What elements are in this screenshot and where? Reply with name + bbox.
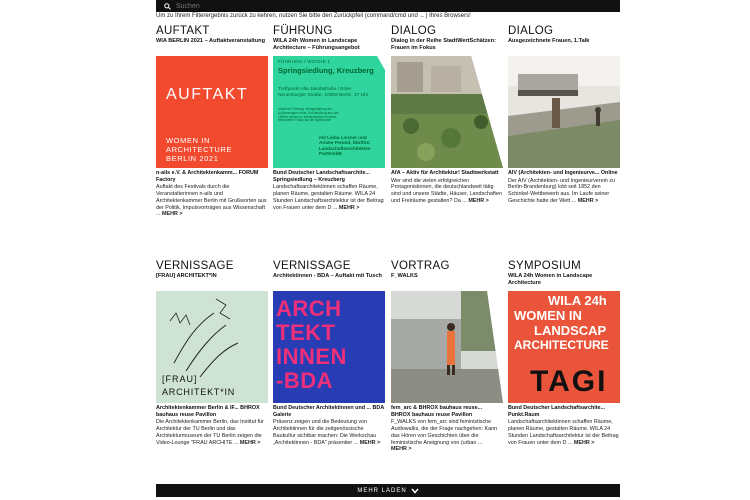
architecture-render	[508, 56, 620, 168]
event-subtitle: Dialog in der Reihe StadtWertSchätzen: Frauen im Fokus	[391, 38, 496, 51]
more-link[interactable]: MEHR >	[162, 211, 183, 218]
description-text: Auftakt des Festivals durch die Veranstalterinnen n-ails und Architektenkammer Berlin mit Grußworten aus der Politik, Impulsvorträgen aus Wissenschaft ...	[156, 184, 267, 218]
thumb-address: Treffpunkt Alte Jakobstraße / Ecke Neuenburger Straße, 10969 Berlin, 17 Uhr	[278, 87, 369, 98]
more-link[interactable]: MEHR >	[338, 204, 360, 211]
event-image[interactable]	[273, 56, 385, 168]
event-category: DIALOG	[508, 25, 554, 37]
description-text: F_WALKS von fem_arc sind feministische Audiowalks, die der Frage nachgehen: Kann das Hören von Geschichten über die feministische Aneignung von (urban ...	[391, 419, 498, 446]
more-link[interactable]: MEHR >	[391, 446, 412, 453]
description-text: Der AIV (Architekten- und Ingenieurverein zu Berlin-Brandenburg) lobt seit 1852 den Schinkel-Wettbewerb aus. Im Laufe seiner Geschichte hatte der Wett ...	[508, 177, 615, 204]
description-text: Wer sind die vielen erfolgreichen Protagonistinnen, die deutschlandweit tätig sind und unsere Städte, Häuser, Landschaften und Freiräume gestalten? Da ...	[391, 177, 502, 204]
event-subtitle: Ausgezeichnete Frauen, 1.Talk	[508, 38, 590, 44]
event-description	[273, 184, 385, 211]
thumb-title: AUFTAKT	[166, 86, 249, 103]
event-subtitle: F_WALKS	[391, 273, 418, 279]
event-category: FÜHRUNG	[273, 25, 333, 37]
more-link[interactable]: MEHR >	[359, 439, 381, 446]
walk-photo	[391, 291, 503, 403]
description-text: Präsenz zeigen und die Bedeutung von Architektinnen für die zeitgenössische Baukultur sichtbar machen: Die Werkschau „Architektinnen - BDA" präsentier ...	[273, 419, 377, 446]
event-description	[391, 419, 503, 453]
event-card[interactable]	[508, 24, 620, 205]
event-image[interactable]	[391, 291, 503, 403]
event-image[interactable]	[391, 56, 503, 168]
thumb-title: Springsiedlung, Kreuzberg	[278, 66, 374, 75]
thumb-inhalt: Inhalt der Führung: Neugestaltung der Außenanlagen einer Großsiedlung aus den 1960er Jahren im interkulturellen Kontext, besonderer Fokus auf die Spielräume	[278, 107, 339, 123]
thumb-line: [FRAU]	[162, 374, 198, 384]
event-category: VERNISSAGE	[156, 260, 234, 272]
thumb-line: ARCHITEKT*IN	[162, 387, 236, 397]
search-bar	[156, 0, 620, 12]
event-description	[391, 178, 503, 205]
thumb-line: WOMEN IN	[514, 308, 582, 323]
thumb-line: LANDSCAP	[534, 323, 607, 338]
event-organizer: AfA – Aktiv für Architektur! Stadtwerkstatt	[391, 170, 499, 176]
event-description	[156, 184, 268, 218]
event-description	[273, 419, 385, 446]
back-hint: Um zu Ihrem Filterergebnis zurück zu kehren, nutzen Sie bitte den Zurückpfeil (command/cmd und ←) Ihres Browsers!	[156, 13, 471, 19]
event-organizer: Bund Deutscher Architektinnen und ... BDA Galerie	[273, 405, 385, 418]
search-input[interactable]	[176, 3, 596, 10]
thumb-mit: mit Lioba Lissner und Ariane Freund, bbzl/GC Landschaftsarchitekten PartGmbB	[319, 135, 371, 157]
garden-photo	[391, 56, 503, 168]
load-more-button[interactable]	[156, 484, 620, 497]
thumb-line: ARCHITECTURE	[166, 145, 232, 154]
thumb-line: BERLIN 2021	[166, 154, 219, 163]
thumb-line: WOMEN IN	[166, 136, 210, 145]
event-organizer: Architektenkammer Berlin & IF... BHROX bauhaus reuse Pavillon	[156, 405, 260, 418]
thumb-line: TEKT	[276, 320, 336, 345]
description-text: Landschaftsarchitektinnen schaffen Räume, planen Räume, gestalten Räume. WILA 24 Stunden Landschaftsarchitektur ist der Beitrag von Frauen unter dem D ...	[273, 184, 384, 211]
event-card[interactable]	[273, 259, 385, 446]
event-image[interactable]	[156, 291, 268, 403]
event-image[interactable]	[273, 291, 385, 403]
more-link[interactable]: MEHR >	[577, 197, 599, 204]
event-organizer: n-ails e.V. & Architektenkamm... FORUM Factory	[156, 170, 259, 183]
thumb-line: -BDA	[276, 368, 333, 393]
load-more-label: MEHR LADEN	[357, 487, 407, 494]
event-grid	[156, 24, 620, 494]
event-image[interactable]	[156, 56, 268, 168]
more-link[interactable]: MEHR >	[468, 197, 489, 204]
more-link[interactable]: MEHR >	[573, 439, 595, 446]
search-icon	[164, 3, 171, 10]
thumb-header: FÜHRUNG / WOCHE 1	[278, 59, 331, 64]
description-text: Landschaftsarchitektinnen schaffen Räume, planen Räume, gestalten Räume. WILA 24 Stunden Landschaftsarchitektur ist der Beitrag von Frauen unter dem D ...	[508, 419, 619, 446]
event-card[interactable]	[273, 24, 385, 211]
event-category: VORTRAG	[391, 260, 450, 272]
event-category: DIALOG	[391, 25, 437, 37]
thumb-line: INNEN	[276, 344, 347, 369]
event-row	[156, 259, 620, 494]
event-description	[508, 178, 620, 205]
event-card[interactable]	[391, 24, 503, 205]
event-category: SYMPOSIUM	[508, 260, 581, 272]
event-organizer: AIV (Architekten- und Ingenieurve... Online	[508, 170, 618, 176]
event-subtitle: WILA 24h Women in Landscape Architecture – Führungsangebot	[273, 38, 360, 51]
event-organizer: Bund Deutscher Landschaftsarchite... Punkt.Raum	[508, 405, 606, 418]
thumb-line: WILA 24h	[548, 293, 607, 308]
event-category: AUFTAKT	[156, 25, 210, 37]
event-subtitle: [FRAU] ARCHITEKT*IN	[156, 273, 217, 279]
event-subtitle: Architektinnen - BDA – Auftakt mit Tusch	[273, 273, 382, 279]
event-image[interactable]	[508, 291, 620, 403]
description-text: Die Architektenkammer Berlin, das Institut für Architektur der TU Berlin und das Architekturmuseum der TU Berlin zeigen die Video-Lounge "FRAU ARCHITE ...	[156, 419, 264, 446]
event-row	[156, 24, 620, 259]
event-card[interactable]	[391, 259, 503, 453]
thumb-line: TAGI	[530, 365, 608, 398]
thumb-line: ARCHITECTURE	[514, 338, 609, 352]
event-card[interactable]	[156, 24, 268, 218]
event-description	[156, 419, 268, 446]
event-image[interactable]	[508, 56, 620, 168]
chevron-down-icon	[411, 488, 419, 494]
event-category: VERNISSAGE	[273, 260, 351, 272]
more-link[interactable]: MEHR >	[239, 439, 261, 446]
event-description	[508, 419, 620, 446]
event-organizer: Bund Deutscher Landschaftsarchite... Springsiedlung – Kreuzberg	[273, 170, 371, 183]
event-subtitle: WIA BERLIN 2021 – Auftaktveranstaltung	[156, 38, 265, 44]
thumb-line: ARCH	[276, 296, 342, 321]
event-organizer: fem_arc & BHROX bauhaus reuse... BHROX bauhaus reuse Pavillon	[391, 405, 483, 418]
event-subtitle: WILA 24h Women in Landscape Architecture	[508, 273, 593, 286]
event-card[interactable]	[156, 259, 268, 446]
event-card[interactable]	[508, 259, 620, 446]
